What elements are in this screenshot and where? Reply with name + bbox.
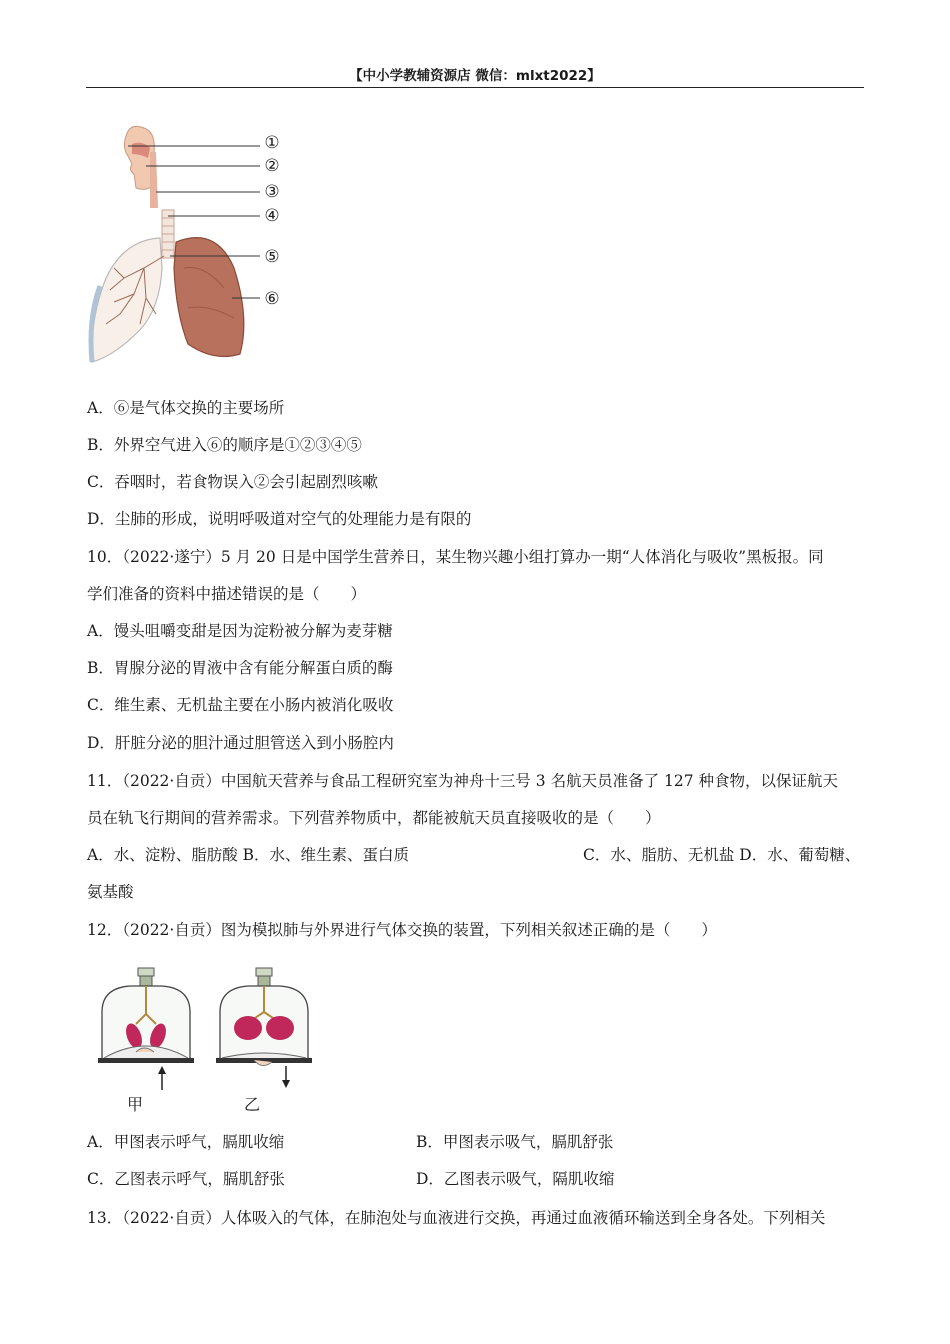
fig-label-yi: 乙	[244, 1095, 261, 1114]
q12-option-c: C．乙图表示呼气，膈肌舒张	[87, 1170, 285, 1188]
q12-option-d: D．乙图表示吸气，隔肌收缩	[416, 1170, 615, 1188]
circled-label-3: ③	[264, 182, 280, 202]
fig-label-jia: 甲	[127, 1095, 144, 1114]
q9-option-b: B．外界空气进入⑥的顺序是①②③④⑤	[87, 436, 362, 454]
bell-jar-figure-right	[214, 966, 314, 1094]
header-divider	[86, 87, 864, 88]
bell-jar-figure-left	[96, 966, 196, 1094]
circled-label-1: ①	[264, 133, 280, 153]
q9-option-c: C．吞咽时，若食物误入②会引起剧烈咳嗽	[87, 473, 378, 491]
page-header: 【中小学教辅资源店 微信：mlxt2022】	[349, 68, 601, 84]
respiratory-system-figure	[84, 118, 294, 376]
q11-option-d-continued: 氨基酸	[87, 883, 134, 901]
circled-label-2: ②	[264, 156, 280, 176]
q11-stem-line1: 11．（2022·自贡）中国航天营养与食品工程研究室为神舟十三号 3 名航天员准备了 127 种食物，以保证航天	[87, 772, 839, 790]
q10-option-b: B．胃腺分泌的胃液中含有能分解蛋白质的酶	[87, 659, 393, 677]
q9-option-d: D．尘肺的形成，说明呼吸道对空气的处理能力是有限的	[87, 510, 472, 528]
q10-stem-line2: 学们准备的资料中描述错误的是（ ）	[87, 585, 367, 603]
q10-option-a: A．馒头咀嚼变甜是因为淀粉被分解为麦芽糖	[87, 622, 393, 640]
q12-option-b: B．甲图表示吸气，膈肌舒张	[416, 1133, 614, 1151]
q13-stem-line1: 13．（2022·自贡）人体吸入的气体，在肺泡处与血液进行交换，再通过血液循环输送到全身各处。下列相关	[87, 1209, 826, 1227]
q10-option-c: C．维生素、无机盐主要在小肠内被消化吸收	[87, 696, 394, 714]
q10-option-d: D．肝脏分泌的胆汁通过胆管送入到小肠腔内	[87, 734, 394, 752]
circled-label-5: ⑤	[264, 247, 280, 267]
q12-option-a: A．甲图表示呼气，膈肌收缩	[87, 1133, 285, 1151]
q11-stem-line2: 员在轨飞行期间的营养需求。下列营养物质中，都能被航天员直接吸收的是（ ）	[87, 809, 661, 827]
q12-stem: 12．（2022·自贡）图为模拟肺与外界进行气体交换的装置，下列相关叙述正确的是（ ）	[87, 921, 717, 939]
q11-options-ab: A．水、淀粉、脂肪酸 B．水、维生素、蛋白质	[87, 846, 410, 864]
circled-label-4: ④	[264, 206, 280, 226]
circled-label-6: ⑥	[264, 289, 280, 309]
q9-option-a: A．⑥是气体交换的主要场所	[87, 399, 285, 417]
q10-stem-line1: 10．（2022·遂宁）5 月 20 日是中国学生营养日，某生物兴趣小组打算办一期“人体消化与吸收”黑板报。同	[87, 548, 824, 566]
q11-options-cd: C．水、脂肪、无机盐 D．水、葡萄糖、	[583, 846, 861, 864]
